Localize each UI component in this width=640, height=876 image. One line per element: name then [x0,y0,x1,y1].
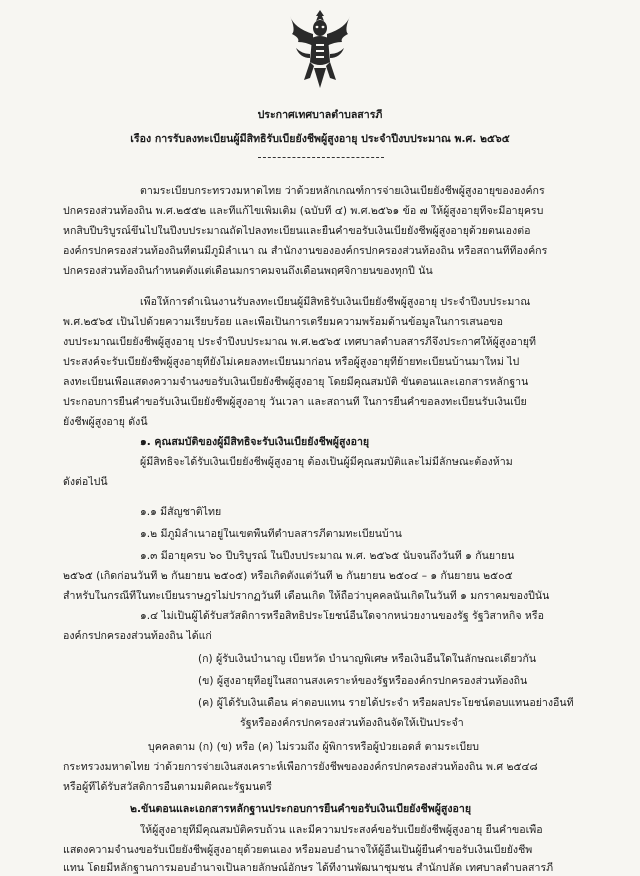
exclusion-item: (ค) ผู้ได้รับเงินเดือน ค่าตอบแทน รายได้ประจำ หรือผลประโยชน์ตอบแทนอย่างอื่นที่ [198,697,574,709]
announcement-title: ประกาศเทศบาลตำบลสารภี [257,109,383,121]
exception-line: กระทรวงมหาดไทย ว่าด้วยการจ่ายเงินสงเคราะห์เพื่อการยังชีพขององค์กรปกครองส่วนท้องถิ่น พ.ศ ๒๕๔๘ [63,761,538,773]
paragraph-2-line: ยังชีพผู้สูงอายุ ดังนี้ [63,416,148,428]
exception-line: บุคคลตาม (ก) (ข) หรือ (ค) ไม่รวมถึง ผู้พิการหรือผู้ป่วยเอดส์ ตามระเบียบ [148,741,480,753]
qualification-item: ๑.๒ มีภูมิลำเนาอยู่ในเขตพื้นที่ตำบลสารภีตามทะเบียนบ้าน [140,528,402,540]
section-2-line: ให้ผู้สูงอายุที่มีคุณสมบัติครบถ้วน และมีความประสงค์ขอรับเบี้ยยังชีพผู้สูงอายุ ยื่นคำขอเพื่อ [140,824,543,836]
paragraph-1-line: หกสิบปีบริบูรณ์ขึ้นไปในปีงบประมาณถัดไปลงทะเบียนและยื่นคำขอรับเงินเบี้ยยังชีพผู้สูงอายุด้วยตนเองต่อ [63,225,531,237]
paragraph-2-line: พ.ศ.๒๕๖๕ เป็นไปด้วยความเรียบร้อย และเพื่อเป็นการเตรียมความพร้อมด้านข้อมูลในการเสนอขอ [63,316,503,328]
exception-line: หรือผู้ที่ได้รับสวัสดิการอื่นตามมติคณะรัฐมนตรี [63,781,272,793]
section-2-line: แสดงความจำนงขอรับเบี้ยยังชีพผู้สูงอายุด้วยตนเอง หรือมอบอำนาจให้ผู้อื่นเป็นผู้ยื่นคำขอรับเงินเบี้ยยังชีพ [63,844,533,856]
qualification-item: ๑.๔ ไม่เป็นผู้ได้รับสวัสดิการหรือสิทธิประโยชน์อื่นใดจากหน่วยงานของรัฐ รัฐวิสาหกิจ หรือ [140,610,544,622]
section-2-heading: ๒.ขั้นตอนและเอกสารหลักฐานประกอบการยื่นคำขอรับเงินเบี้ยยังชีพผู้สูงอายุ [130,803,472,815]
paragraph-1-line: องค์กรปกครองส่วนท้องถิ่นที่ตนมีภูมิลำเนา ณ สำนักงานขององค์กรปกครองส่วนท้องถิ่น หรือสถานที่ที่องค์กร [63,245,548,257]
qualification-item-cont: สำหรับในกรณีที่ในทะเบียนราษฎรไม่ปรากฏวันที่ เดือนเกิด ให้ถือว่าบุคคลนั้นเกิดในวันที่ ๑ มกราคมของปีนั้น [63,590,550,602]
paragraph-1-line: ปกครองส่วนท้องถิ่น พ.ศ.๒๕๕๒ และที่แก้ไขเพิ่มเติม (ฉบับที่ ๔) พ.ศ.๒๕๖๑ ข้อ ๗ ให้ผู้สูงอายุที่จะมีอายุครบ [63,205,544,217]
paragraph-2-line: ประกอบการยื่นคำขอรับเงินเบี้ยยังชีพผู้สูงอายุ วันเวลา และสถานที่ ในการยื่นคำขอลงทะเบียนรับเงินเบี้ย [63,396,527,408]
exclusion-item: (ก) ผู้รับเงินบำนาญ เบี้ยหวัด บำนาญพิเศษ หรือเงินอื่นใดในลักษณะเดียวกัน [198,653,537,665]
qualification-item: ๑.๓ มีอายุครบ ๖๐ ปีบริบูรณ์ ในปีงบประมาณ พ.ศ. ๒๕๖๕ นับจนถึงวันที่ ๑ กันยายน [140,550,515,562]
exclusion-item-cont: รัฐหรือองค์กรปกครองส่วนท้องถิ่นจัดให้เป็นประจำ [240,717,464,729]
announcement-subject: เรื่อง การรับลงทะเบียนผู้มีสิทธิรับเบี้ยยังชีพผู้สูงอายุ ประจำปีงบประมาณ พ.ศ. ๒๕๖๕ [130,133,510,145]
paragraph-2-line: งบประมาณเบี้ยยังชีพผู้สูงอายุ ประจำปีงบประมาณ พ.ศ.๒๕๖๕ เทศบาลตำบลสารภีจึงประกาศให้ผู้สูงอายุที่ [63,336,536,348]
section-2-line: แทน โดยมีหลักฐานการมอบอำนาจเป็นลายลักษณ์อักษร ได้ที่งานพัฒนาชุมชน สำนักปลัด เทศบาลตำบลสารภี [63,862,554,874]
section-1-intro-line: ดังต่อไปนี้ [63,476,108,488]
paragraph-2-line: ประสงค์จะรับเบี้ยยังชีพผู้สูงอายุที่ยังไม่เคยลงทะเบียนมาก่อน หรือผู้สูงอายุที่ย้ายทะเบียนบ้านมาใหม่ ไป [63,356,520,368]
paragraph-1-line: ตามระเบียบกระทรวงมหาดไทย ว่าด้วยหลักเกณฑ์การจ่ายเงินเบี้ยยังชีพผู้สูงอายุขององค์กร [140,185,545,197]
section-1-intro-line: ผู้มีสิทธิจะได้รับเงินเบี้ยยังชีพผู้สูงอายุ ต้องเป็นผู้มีคุณสมบัติและไม่มีลักษณะต้องห้าม [140,456,513,468]
qualification-item-cont: ๒๕๖๕ (เกิดก่อนวันที่ ๒ กันยายน ๒๕๐๕) หรือเกิดตั้งแต่วันที่ ๒ กันยายน ๒๕๐๔ – ๑ กันยายน ๒๕๐๕ [63,570,513,582]
paragraph-1-line: ปกครองส่วนท้องถิ่นกำหนดตั้งแต่เดือนมกราคมจนถึงเดือนพฤศจิกายนของทุกปี นั้น [63,265,433,277]
qualification-item-cont: องค์กรปกครองส่วนท้องถิ่น ได้แก่ [63,630,212,642]
paragraph-2-line: ลงทะเบียนเพื่อแสดงความจำนงขอรับเงินเบี้ยยังชีพผู้สูงอายุ โดยมีคุณสมบัติ ขั้นตอนและเอกสารหลักฐาน [63,376,529,388]
garuda-emblem-icon [288,8,352,90]
qualification-item: ๑.๑ มีสัญชาติไทย [140,506,222,518]
exclusion-item: (ข) ผู้สูงอายุที่อยู่ในสถานสงเคราะห์ของรัฐหรือองค์กรปกครองส่วนท้องถิ่น [198,675,528,687]
header-divider [258,157,384,158]
paragraph-2-line: เพื่อให้การดำเนินงานรับลงทะเบียนผู้มีสิทธิรับเงินเบี้ยยังชีพผู้สูงอายุ ประจำปีงบประมาณ [140,296,531,308]
section-1-heading: ๑. คุณสมบัติของผู้มีสิทธิจะรับเงินเบี้ยยังชีพผู้สูงอายุ [140,436,370,448]
